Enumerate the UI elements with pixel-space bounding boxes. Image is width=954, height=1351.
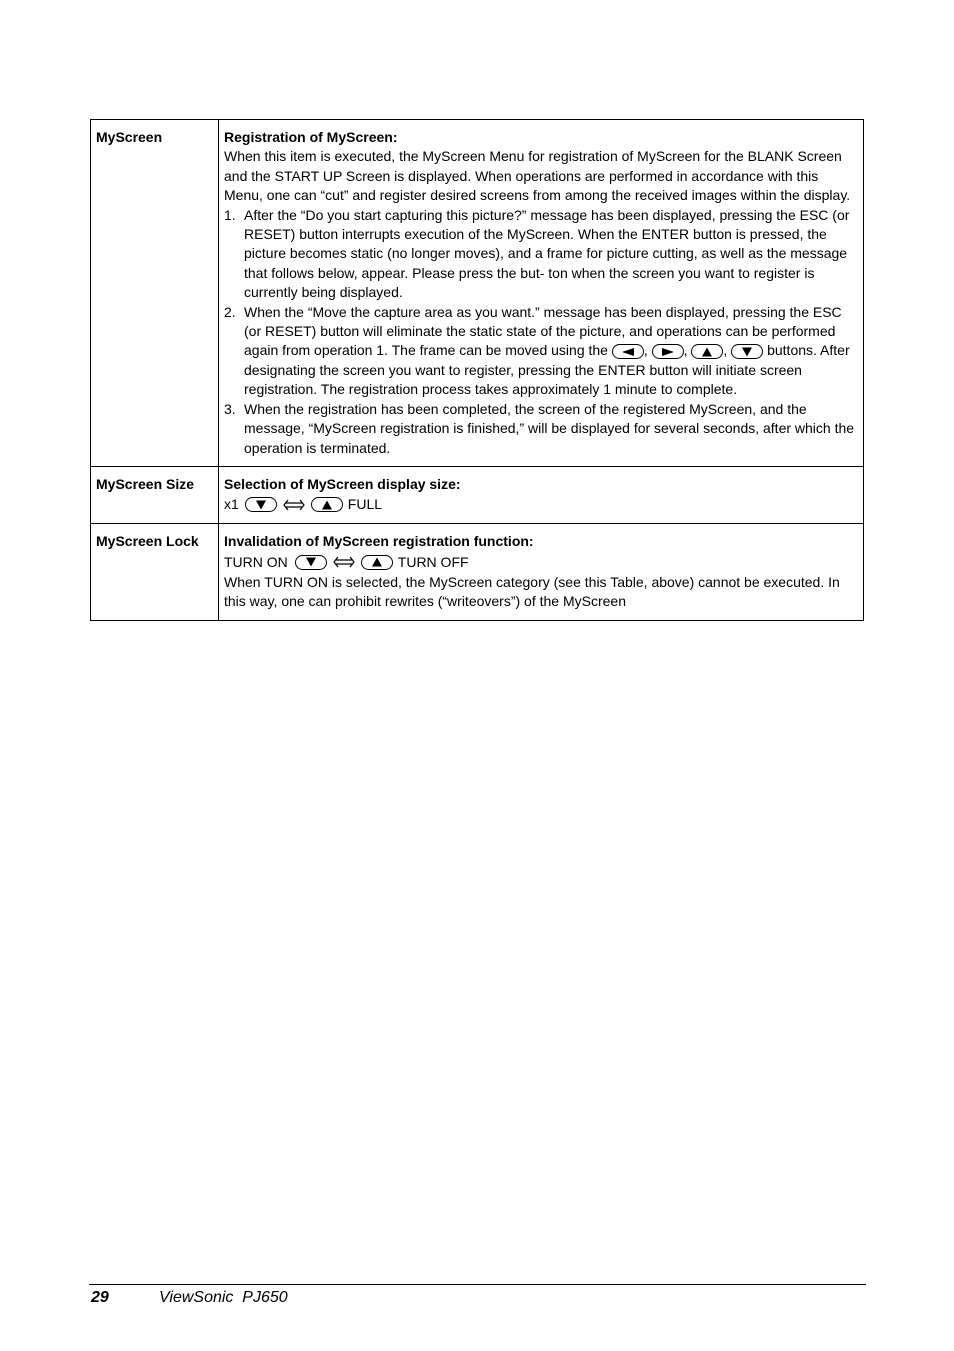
footer-brand: ViewSonic PJ650 bbox=[159, 1289, 288, 1306]
item-description bbox=[219, 466, 864, 523]
down-arrow-button-icon bbox=[245, 497, 277, 512]
step-number: 1. bbox=[224, 206, 236, 223]
menu-settings-table bbox=[90, 119, 864, 621]
step-number: 3. bbox=[224, 400, 236, 417]
description-note: When TURN ON is selected, the MyScreen category (see this Table, above) cannot be executed. In this way, one can prohibit rewrites (“writeovers”) of the MyScreen bbox=[224, 573, 840, 610]
step-item bbox=[224, 303, 857, 400]
step-list bbox=[224, 206, 857, 458]
page-number: 29 bbox=[91, 1289, 109, 1306]
step-text: When the “Move the capture area as you want.” message has been displayed, pressing the ESC (or RESET) button will eliminate the static state of the picture, and operations can be performed again from operation 1. The frame can be moved using the bbox=[244, 303, 842, 359]
double-arrow-icon bbox=[283, 499, 305, 511]
description-heading: Invalidation of MyScreen registration function: bbox=[224, 533, 534, 550]
step-text-buttons: buttons. bbox=[767, 342, 817, 359]
step-text-after: After designating the screen you want to register, pressing the ENTER button will initiate screen registration. The registration process takes approximately 1 minute to complete. bbox=[244, 342, 850, 398]
toggle-line bbox=[224, 552, 857, 573]
separator: , bbox=[723, 342, 728, 359]
step-item bbox=[224, 400, 857, 458]
up-arrow-button-icon bbox=[361, 555, 393, 570]
separator: , bbox=[643, 342, 648, 359]
item-name: MyScreen Size bbox=[91, 466, 219, 523]
step-item bbox=[224, 206, 857, 303]
left-value: TURN ON bbox=[224, 553, 288, 570]
item-description bbox=[219, 120, 864, 467]
toggle-line bbox=[224, 494, 857, 515]
item-description bbox=[219, 524, 864, 620]
footer-divider bbox=[89, 1284, 866, 1285]
description-heading: Selection of MyScreen display size: bbox=[224, 475, 461, 492]
table-row-myscreen-lock bbox=[91, 524, 864, 620]
item-name: MyScreen bbox=[91, 120, 219, 467]
right-value: TURN OFF bbox=[397, 553, 469, 570]
down-arrow-button-icon bbox=[731, 344, 763, 359]
table-row-myscreen-size bbox=[91, 466, 864, 523]
item-name: MyScreen Lock bbox=[91, 524, 219, 620]
step-number: 2. bbox=[224, 303, 236, 320]
down-arrow-button-icon bbox=[295, 555, 327, 570]
left-arrow-button-icon bbox=[612, 344, 644, 359]
description-heading: Registration of MyScreen: bbox=[224, 129, 398, 145]
left-value: x1 bbox=[224, 496, 239, 513]
double-arrow-icon bbox=[333, 556, 355, 568]
step-text: After the “Do you start capturing this picture?” message has been displayed, pressing the ESC (or RESET) button interrupts execution of the MyScreen. When the ENTER button is pressed, the picture becomes static (no longer moves), and a frame for picture cutting, as well as the message that follows below, appear. Please press the but- ton when the screen you want to register is currently being displayed. bbox=[244, 206, 850, 301]
step-text: When the registration has been completed, the screen of the registered MyScreen, and the message, “MyScreen registration is finished,” will be displayed for several seconds, after which the operation is terminated. bbox=[244, 400, 855, 456]
description-intro: When this item is executed, the MyScreen Menu for registration of MyScreen for the BLANK Screen and the START UP Screen is displayed. When operations are performed in accordance with this Menu, one can “cut” and register desired screens from among the received images within the display. bbox=[224, 148, 851, 204]
up-arrow-button-icon bbox=[691, 344, 723, 359]
separator: , bbox=[683, 342, 688, 359]
table-row-myscreen bbox=[91, 120, 864, 467]
right-value: FULL bbox=[347, 496, 383, 513]
up-arrow-button-icon bbox=[311, 497, 343, 512]
right-arrow-button-icon bbox=[652, 344, 684, 359]
